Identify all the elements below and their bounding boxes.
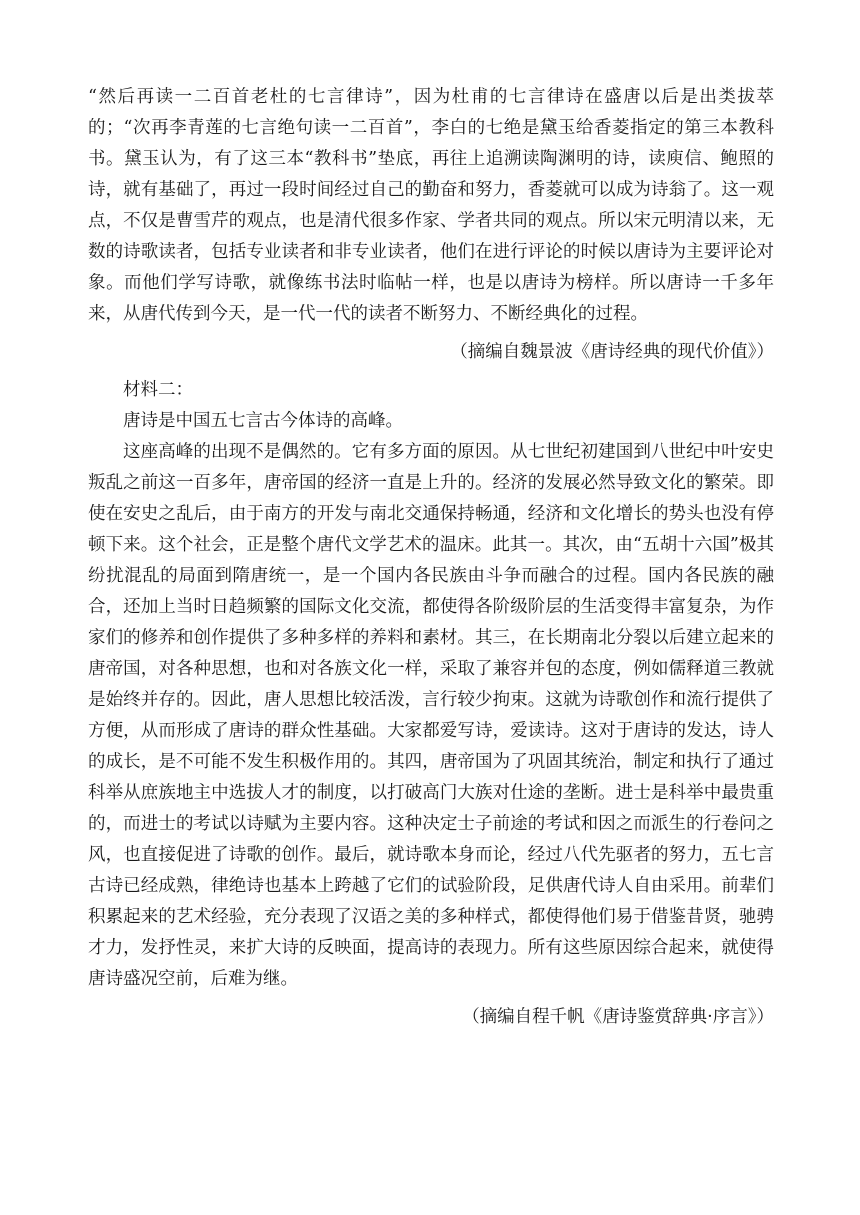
material1-continuation: “然后再读一二百首老杜的七言律诗”，因为杜甫的七言律诗在盛唐以后是出类拔萃的；“次再李青莲的七言绝句读一二百首”，李白的七绝是黛玉给香菱指定的第三本教科书。黛玉认为，有了这三本“教科书”垫底，再往上追溯读陶渊明的诗，读庾信、鲍照的诗，就有基础了，再过一段时间经过自己的勤奋和努力，香菱就可以成为诗翁了。这一观点，不仅是曹雪芹的观点，也是清代很多作家、学者共同的观点。所以宋元明清以来，无数的诗歌读者，包括专业读者和非专业读者，他们在进行评论的时候以唐诗为主要评论对象。而他们学写诗歌，就像练书法时临帖一样，也是以唐诗为榜样。所以唐诗一千多年来，从唐代传到今天，是一代一代的读者不断努力、不断经典化的过程。 — [88, 87, 774, 324]
material2-source: （摘编自程千帆《唐诗鉴赏辞典·序言》） — [462, 1007, 774, 1027]
material2-heading: 材料二： — [123, 380, 193, 400]
material2-paragraph-1: 唐诗是中国五七言古今体诗的高峰。 — [123, 411, 403, 431]
document-page — [88, 82, 774, 1033]
material1-source: （摘编自魏景波《唐诗经典的现代价值》） — [450, 342, 774, 362]
material2-paragraph-2: 这座高峰的出现不是偶然的。它有多方面的原因。从七世纪初建国到八世纪中叶安史叛乱之前这一百多年，唐帝国的经济一直是上升的。经济的发展必然导致文化的繁荣。即使在安史之乱后，由于南方的开发与南北交通保持畅通，经济和文化增长的势头也没有停顿下来。这个社会，正是整个唐代文学艺术的温床。此其一。其次，由“五胡十六国”极其纷扰混乱的局面到隋唐统一，是一个国内各民族由斗争而融合的过程。国内各民族的融合，还加上当时日趋频繁的国际文化交流，都使得各阶级阶层的生活变得丰富复杂，为作家们的修养和创作提供了多种多样的养料和素材。其三，在长期南北分裂以后建立起来的唐帝国，对各种思想，也和对各族文化一样，采取了兼容并包的态度，例如儒释道三教就是始终并存的。因此，唐人思想比较活泼，言行较少拘束。这就为诗歌创作和流行提供了方便，从而形成了唐诗的群众性基础。大家都爱写诗，爱读诗。这对于唐诗的发达，诗人的成长，是不可能不发生积极作用的。其四，唐帝国为了巩固其统治，制定和执行了通过科举从庶族地主中选拔人才的制度，以打破高门大族对仕途的垄断。进士是科举中最贵重的，而进士的考试以诗赋为主要内容。这种决定士子前途的考试和因之而派生的行卷问之风，也直接促进了诗歌的创作。最后，就诗歌本身而论，经过八代先驱者的努力，五七言古诗已经成熟，律绝诗也基本上跨越了它们的试验阶段，足供唐代诗人自由采用。前辈们积累起来的艺术经验，充分表现了汉语之美的多种样式，都使得他们易于借鉴昔贤，驰骋才力，发抒性灵，来扩大诗的反映面，提高诗的表现力。所有这些原因综合起来，就使得唐诗盛况空前，后难为继。 — [88, 442, 774, 989]
